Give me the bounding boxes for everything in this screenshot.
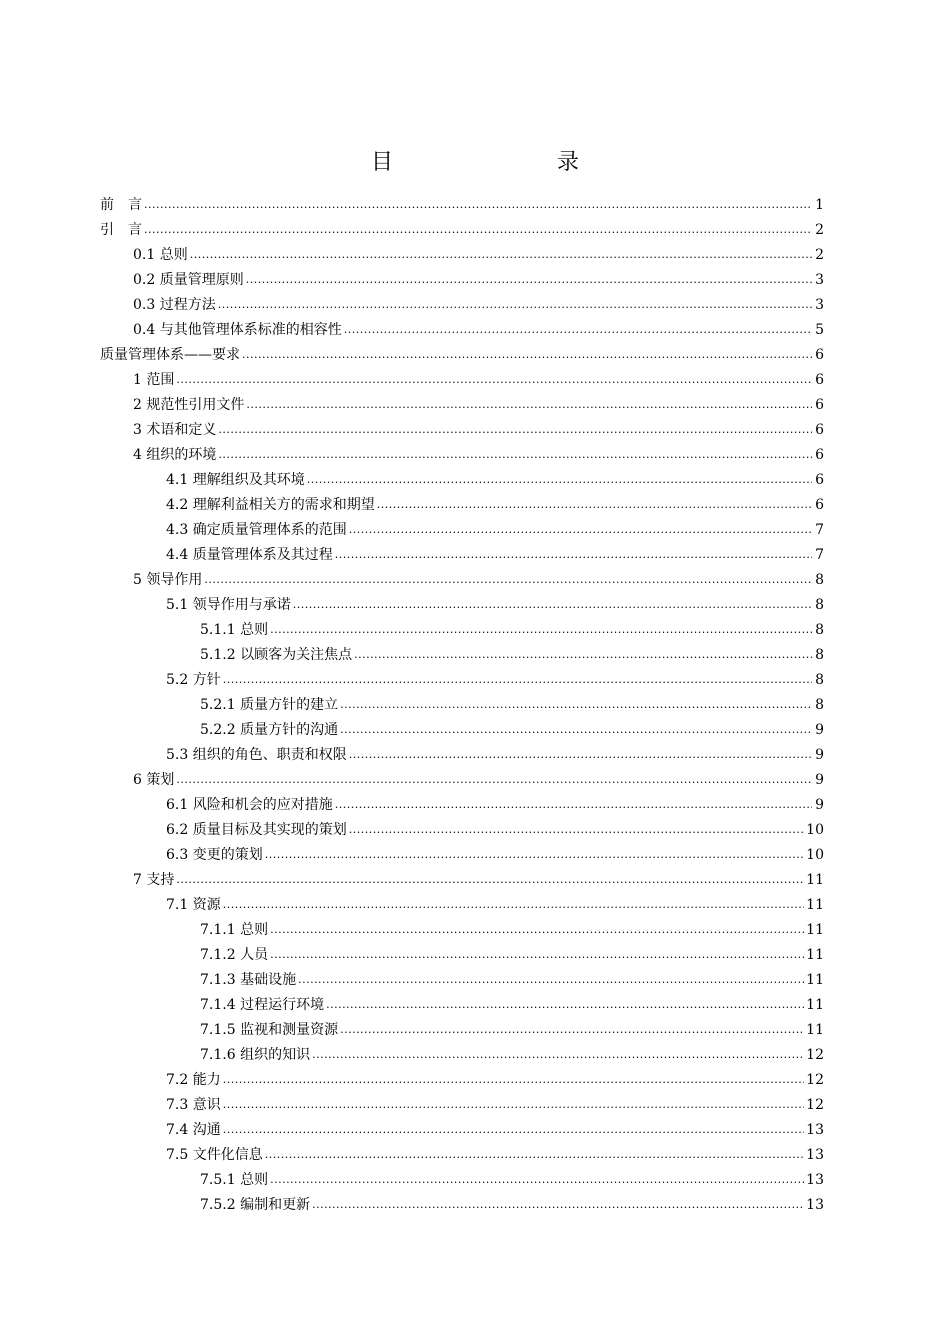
- toc-dot-leader: [223, 896, 804, 914]
- toc-entry[interactable]: [100, 839, 824, 864]
- toc-entry-title: 7.1.4 过程运行环境: [200, 997, 325, 1013]
- toc-entry-page-number: 8: [815, 622, 824, 638]
- toc-entry-title: 3 术语和定义: [133, 422, 217, 438]
- toc-entry[interactable]: [100, 564, 824, 589]
- toc-entry[interactable]: [100, 1114, 824, 1139]
- toc-entry[interactable]: [100, 639, 824, 664]
- toc-entry-page-number: 3: [815, 272, 824, 288]
- toc-entry[interactable]: [100, 189, 824, 214]
- toc-dot-leader: [335, 546, 812, 564]
- toc-entry-title: 0.1 总则: [133, 247, 188, 263]
- toc-entry[interactable]: [100, 439, 824, 464]
- toc-entry-title: 5 领导作用: [133, 572, 203, 588]
- toc-entry-page-number: 9: [815, 772, 824, 788]
- toc-entry-page-number: 2: [815, 222, 824, 238]
- toc-dot-leader: [218, 421, 812, 439]
- toc-entry[interactable]: [100, 364, 824, 389]
- toc-dot-leader: [218, 446, 812, 464]
- toc-dot-leader: [270, 921, 804, 939]
- toc-entry-page-number: 1: [815, 197, 824, 213]
- toc-entry-title: 7.3 意识: [166, 1097, 221, 1113]
- toc-entry[interactable]: [100, 539, 824, 564]
- toc-entry-title: 引 言: [100, 222, 142, 238]
- toc-entry[interactable]: [100, 864, 824, 889]
- toc-entry-page-number: 8: [815, 647, 824, 663]
- toc-entry-title: 7.5.1 总则: [200, 1172, 269, 1188]
- toc-entry-page-number: 6: [815, 347, 824, 363]
- toc-entry-title: 7.1 资源: [166, 897, 221, 913]
- toc-entry-page-number: 11: [806, 922, 824, 938]
- toc-entry-title: 5.2.2 质量方针的沟通: [200, 722, 339, 738]
- toc-entry[interactable]: [100, 939, 824, 964]
- toc-entry-title: 4.2 理解利益相关方的需求和期望: [166, 497, 375, 513]
- toc-entry-title: 7.1.3 基础设施: [200, 972, 297, 988]
- toc-entry[interactable]: [100, 1164, 824, 1189]
- toc-entry-title: 7.1.2 人员: [200, 947, 269, 963]
- toc-entry-page-number: 6: [815, 497, 824, 513]
- toc-dot-leader: [176, 871, 804, 889]
- toc-dot-leader: [377, 496, 812, 514]
- toc-entry-page-number: 8: [815, 672, 824, 688]
- toc-dot-leader: [144, 196, 812, 214]
- toc-dot-leader: [298, 971, 804, 989]
- toc-entry-title: 质量管理体系——要求: [100, 347, 240, 363]
- toc-entry[interactable]: [100, 514, 824, 539]
- toc-entry-page-number: 11: [806, 872, 824, 888]
- toc-entry[interactable]: [100, 314, 824, 339]
- toc-entry-page-number: 9: [815, 797, 824, 813]
- toc-entry-title: 6.3 变更的策划: [166, 847, 263, 863]
- toc-dot-leader: [265, 1146, 804, 1164]
- toc-entry-title: 5.1 领导作用与承诺: [166, 597, 291, 613]
- toc-entry-page-number: 11: [806, 897, 824, 913]
- toc-dot-leader: [293, 596, 812, 614]
- toc-entry-page-number: 11: [806, 1022, 824, 1038]
- toc-entry[interactable]: [100, 1039, 824, 1064]
- toc-dot-leader: [349, 821, 804, 839]
- toc-entry[interactable]: [100, 214, 824, 239]
- toc-dot-leader: [176, 371, 812, 389]
- toc-entry[interactable]: [100, 714, 824, 739]
- toc-entry-page-number: 2: [815, 247, 824, 263]
- toc-entry-title: 7.4 沟通: [166, 1122, 221, 1138]
- page-title: 目 录: [370, 150, 619, 175]
- toc-dot-leader: [204, 571, 812, 589]
- toc-entry[interactable]: [100, 489, 824, 514]
- toc-entry[interactable]: [100, 239, 824, 264]
- toc-dot-leader: [312, 1046, 804, 1064]
- toc-entry[interactable]: [100, 389, 824, 414]
- toc-entry-title: 7.5 文件化信息: [166, 1147, 263, 1163]
- toc-entry[interactable]: [100, 614, 824, 639]
- toc-entry-page-number: 7: [815, 547, 824, 563]
- toc-entry-title: 7.1.5 监视和测量资源: [200, 1022, 339, 1038]
- toc-entry[interactable]: [100, 664, 824, 689]
- toc-dot-leader: [144, 221, 812, 239]
- toc-dot-leader: [312, 1196, 804, 1214]
- toc-entry-title: 4.3 确定质量管理体系的范围: [166, 522, 347, 538]
- toc-dot-leader: [265, 846, 804, 864]
- toc-dot-leader: [344, 321, 812, 339]
- toc-entry[interactable]: [100, 989, 824, 1014]
- toc-entry-page-number: 6: [815, 422, 824, 438]
- toc-entry-title: 2 规范性引用文件: [133, 397, 245, 413]
- toc-dot-leader: [349, 521, 812, 539]
- toc-entry-page-number: 9: [815, 722, 824, 738]
- toc-entry-page-number: 3: [815, 297, 824, 313]
- toc-entry[interactable]: [100, 1089, 824, 1114]
- toc-dot-leader: [270, 1171, 804, 1189]
- toc-dot-leader: [223, 1071, 804, 1089]
- toc-entry[interactable]: [100, 1014, 824, 1039]
- toc-entry-page-number: 11: [806, 947, 824, 963]
- toc-entry[interactable]: [100, 689, 824, 714]
- toc-entry[interactable]: [100, 1139, 824, 1164]
- toc-entry[interactable]: [100, 289, 824, 314]
- toc-dot-leader: [340, 721, 812, 739]
- toc-dot-leader: [246, 396, 812, 414]
- toc-dot-leader: [270, 946, 804, 964]
- toc-entry[interactable]: [100, 739, 824, 764]
- toc-entry[interactable]: [100, 589, 824, 614]
- toc-entry-page-number: 10: [806, 822, 824, 838]
- toc-entry-title: 0.2 质量管理原则: [133, 272, 244, 288]
- toc-dot-leader: [349, 746, 812, 764]
- toc-entry-page-number: 6: [815, 447, 824, 463]
- toc-entry-page-number: 12: [806, 1097, 824, 1113]
- toc-entry-title: 7 支持: [133, 872, 175, 888]
- toc-entry-page-number: 8: [815, 572, 824, 588]
- toc-dot-leader: [326, 996, 804, 1014]
- toc-entry-page-number: 8: [815, 597, 824, 613]
- toc-entry[interactable]: [100, 889, 824, 914]
- toc-entry[interactable]: [100, 339, 824, 364]
- toc-entry-title: 4.4 质量管理体系及其过程: [166, 547, 333, 563]
- toc-entry-page-number: 8: [815, 697, 824, 713]
- toc-entry[interactable]: [100, 1189, 824, 1214]
- toc-entry-title: 7.2 能力: [166, 1072, 221, 1088]
- toc-entry-page-number: 13: [806, 1197, 824, 1213]
- toc-dot-leader: [340, 696, 812, 714]
- toc-entry-title: 7.5.2 编制和更新: [200, 1197, 311, 1213]
- toc-dot-leader: [335, 796, 812, 814]
- toc-dot-leader: [354, 646, 812, 664]
- toc-entry[interactable]: [100, 789, 824, 814]
- toc-entry-page-number: 6: [815, 472, 824, 488]
- toc-entry-title: 0.4 与其他管理体系标准的相容性: [133, 322, 342, 338]
- toc-entry-title: 4 组织的环境: [133, 447, 217, 463]
- toc-entry-title: 7.1.6 组织的知识: [200, 1047, 311, 1063]
- toc-entry-page-number: 7: [815, 522, 824, 538]
- toc-entry-title: 5.2.1 质量方针的建立: [200, 697, 339, 713]
- toc-entry[interactable]: [100, 814, 824, 839]
- toc-entry-page-number: 10: [806, 847, 824, 863]
- table-of-contents: [100, 189, 824, 1214]
- toc-dot-leader: [242, 346, 812, 364]
- toc-entry[interactable]: [100, 414, 824, 439]
- toc-dot-leader: [340, 1021, 804, 1039]
- toc-entry-page-number: 5: [815, 322, 824, 338]
- toc-entry-title: 1 范围: [133, 372, 175, 388]
- toc-entry-title: 6.1 风险和机会的应对措施: [166, 797, 333, 813]
- toc-entry-page-number: 13: [806, 1172, 824, 1188]
- toc-entry-title: 5.2 方针: [166, 672, 221, 688]
- toc-dot-leader: [270, 621, 812, 639]
- toc-dot-leader: [223, 671, 812, 689]
- toc-dot-leader: [246, 271, 812, 289]
- toc-entry-page-number: 9: [815, 747, 824, 763]
- toc-entry[interactable]: [100, 1064, 824, 1089]
- toc-entry-page-number: 12: [806, 1047, 824, 1063]
- toc-entry-page-number: 6: [815, 372, 824, 388]
- toc-entry[interactable]: [100, 464, 824, 489]
- toc-entry[interactable]: [100, 914, 824, 939]
- toc-entry-title: 5.1.2 以顾客为关注焦点: [200, 647, 353, 663]
- toc-dot-leader: [223, 1121, 804, 1139]
- toc-entry-page-number: 11: [806, 972, 824, 988]
- toc-entry-page-number: 11: [806, 997, 824, 1013]
- toc-dot-leader: [223, 1096, 804, 1114]
- toc-entry-title: 0.3 过程方法: [133, 297, 216, 313]
- toc-entry[interactable]: [100, 764, 824, 789]
- toc-entry-page-number: 12: [806, 1072, 824, 1088]
- toc-entry-title: 6.2 质量目标及其实现的策划: [166, 822, 347, 838]
- toc-entry-title: 4.1 理解组织及其环境: [166, 472, 305, 488]
- toc-entry-page-number: 13: [806, 1147, 824, 1163]
- toc-dot-leader: [190, 246, 812, 264]
- toc-entry-page-number: 6: [815, 397, 824, 413]
- toc-entry-title: 5.3 组织的角色、职责和权限: [166, 747, 347, 763]
- toc-entry[interactable]: [100, 264, 824, 289]
- toc-entry[interactable]: [100, 964, 824, 989]
- toc-dot-leader: [176, 771, 812, 789]
- toc-dot-leader: [218, 296, 812, 314]
- toc-entry-title: 7.1.1 总则: [200, 922, 269, 938]
- toc-entry-title: 5.1.1 总则: [200, 622, 269, 638]
- toc-entry-page-number: 13: [806, 1122, 824, 1138]
- toc-entry-title: 前 言: [100, 197, 142, 213]
- toc-entry-title: 6 策划: [133, 772, 175, 788]
- toc-dot-leader: [307, 471, 812, 489]
